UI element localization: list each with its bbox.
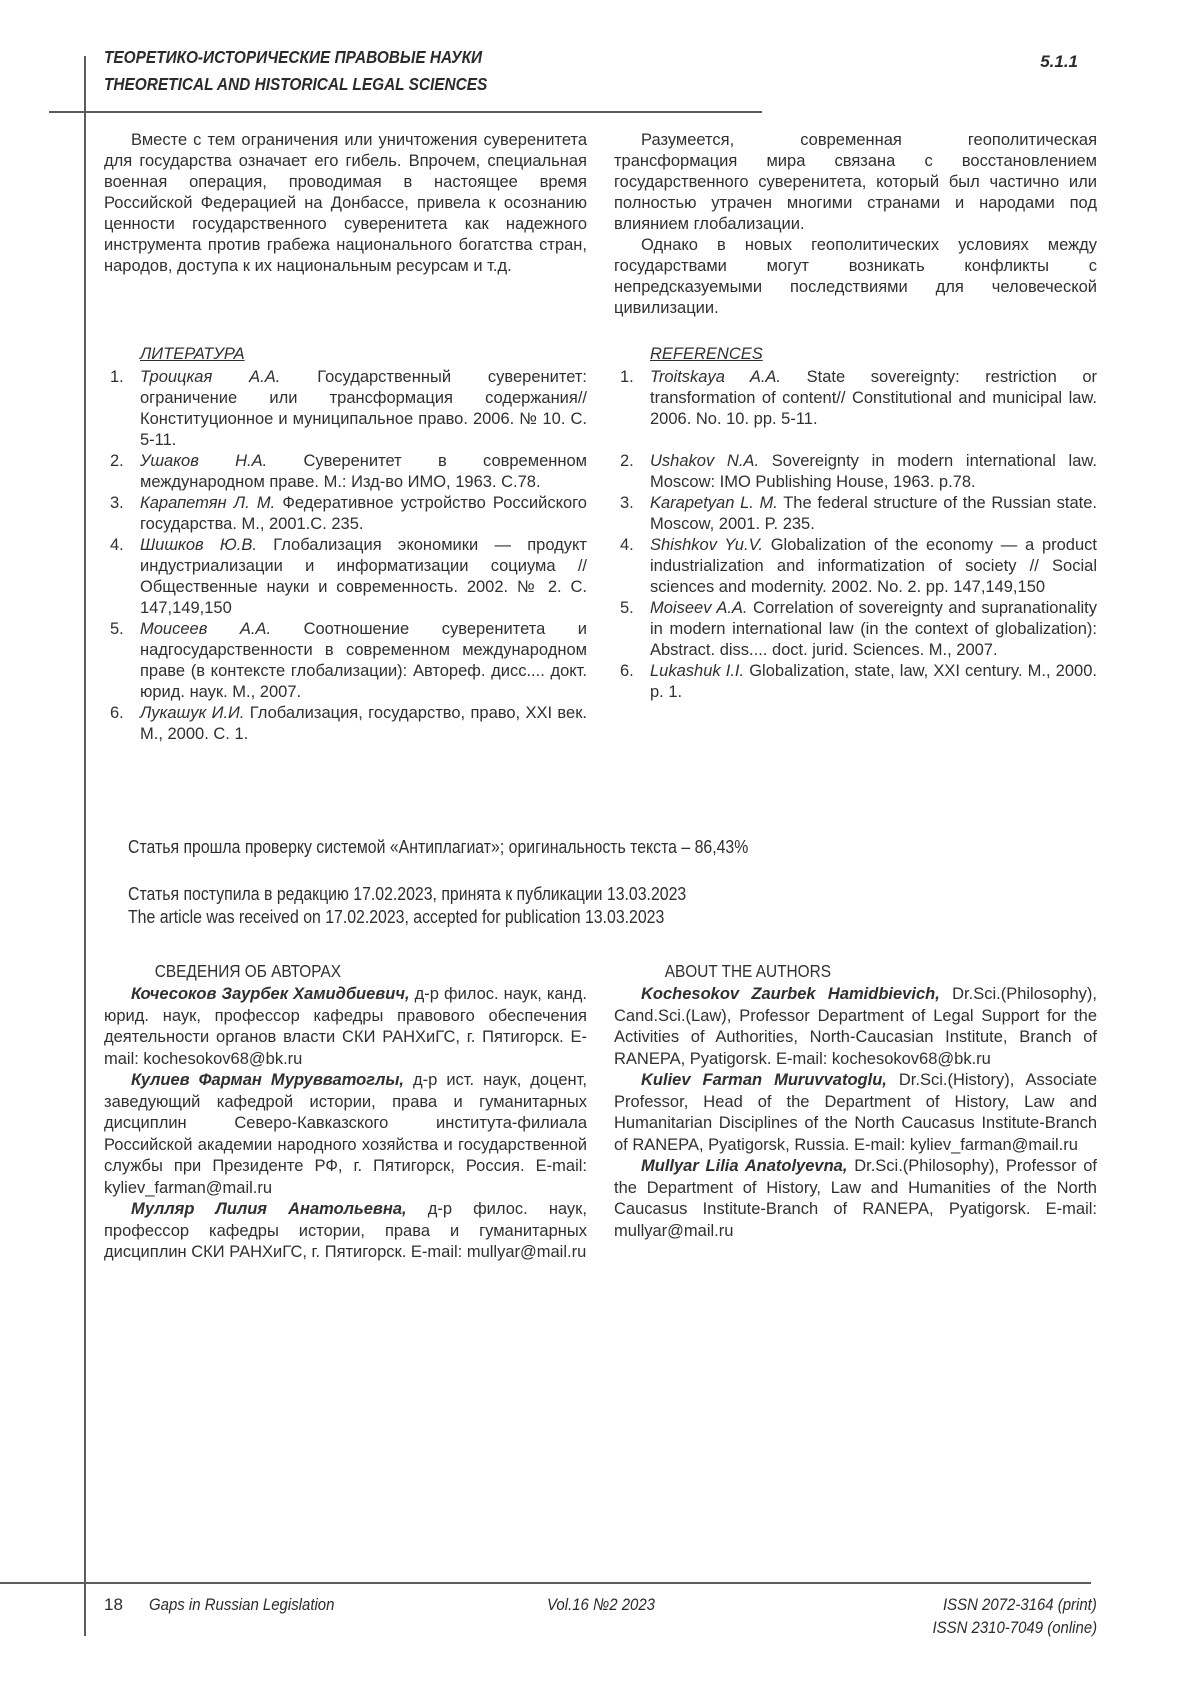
reference-item — [614, 598, 1097, 661]
author-info: Dr.Sci.(History), Associate Professor, Head of the Department of History, Law and Humanitarian Disciplines of the North Caucasus Institute-Branch of RANEPA, Pyatigorsk, Russia. E-mail: kyliev_farman@mail.ru — [614, 1071, 1097, 1154]
author-info: д-р филос. наук, канд. юрид. наук, профессор кафедры правового обеспечения деятельности органов власти СКИ РАНХиГС, г. Пятигорск. E-mail: kochesokov68@bk.ru — [104, 985, 587, 1068]
item-number: 6. — [620, 662, 634, 680]
author-name: Мулляр Лилия Анатольевна, — [131, 1200, 407, 1218]
item-text: Федеративное устройство Российского государства. М., 2001.С. 235. — [140, 494, 587, 533]
literature-item — [104, 703, 587, 745]
reference-item — [614, 367, 1097, 430]
footer-divider-rule — [0, 1582, 1091, 1584]
running-head-title-en: THEORETICAL AND HISTORICAL LEGAL SCIENCES — [104, 74, 488, 94]
article-body-columns — [104, 130, 1097, 775]
item-text: Globalization of the economy — a product industrialization and informatization of society // Social sciences and modernity. 2002. No. 2. pp. 147,149,150 — [650, 536, 1097, 596]
issn-online: ISSN 2310-7049 (online) — [932, 1618, 1097, 1637]
received-date-ru: Статья поступила в редакцию 17.02.2023, принята к публикации 13.03.2023 — [128, 884, 687, 904]
authors-heading-ru: СВЕДЕНИЯ ОБ АВТОРАХ — [154, 961, 342, 981]
reference-item — [614, 661, 1097, 703]
literature-heading: ЛИТЕРАТУРА — [140, 345, 245, 363]
body-paragraph: Разумеется, современная геополитическая трансформация мира связана с восстановлением государственного суверенитета, который был частично или полностью утрачен многими странами и народами под влиянием глобализации. — [614, 131, 1097, 233]
page-footer — [104, 1593, 1097, 1653]
literature-item — [104, 493, 587, 535]
running-head — [104, 44, 540, 98]
item-author: Karapetyan L. M. — [650, 494, 778, 512]
item-text: Соотношение суверенитета и надгосударственности в современном международном праве (в контексте глобализации): Автореф. дисс.... докт. юрид. наук. М., 2007. — [140, 620, 587, 701]
item-number: 2. — [110, 452, 124, 470]
references-section — [614, 343, 1097, 703]
references-list — [614, 367, 1097, 703]
item-text: The federal structure of the Russian state. Moscow, 2001. P. 235. — [650, 494, 1097, 533]
issn-block — [910, 1593, 1097, 1639]
item-number: 1. — [110, 368, 124, 386]
author-entry — [614, 1156, 1097, 1242]
item-text: Globalization, state, law, XXI century. M., 2000. p. 1. — [650, 662, 1097, 701]
reference-item — [614, 535, 1097, 598]
literature-section — [104, 343, 587, 745]
author-name: Кулиев Фарман Мурувватоглы, — [131, 1071, 405, 1089]
references-heading: REFERENCES — [650, 345, 763, 363]
literature-list — [104, 367, 587, 745]
body-paragraph: Однако в новых геополитических условиях между государствами могут возникать конфликты с непредсказуемыми последствиями для человеческой цивилизации. — [614, 236, 1097, 317]
reference-item — [614, 451, 1097, 493]
authors-column-en — [614, 960, 1097, 1264]
received-date-en: The article was received on 17.02.2023, accepted for publication 13.03.2023 — [128, 907, 665, 927]
item-number: 4. — [110, 536, 124, 554]
author-entry — [104, 984, 587, 1070]
author-entry — [614, 1070, 1097, 1156]
journal-title: Gaps in Russian Legislation — [148, 1595, 335, 1614]
item-author: Lukashuk I.I. — [650, 662, 745, 680]
authors-heading-en: ABOUT THE AUTHORS — [664, 961, 832, 981]
authors-column-ru — [104, 960, 587, 1264]
volume-issue: Vol.16 №2 2023 — [546, 1595, 655, 1614]
author-name: Mullyar Lilia Anatolyevna, — [641, 1157, 848, 1175]
reference-item — [614, 493, 1097, 535]
item-number: 4. — [620, 536, 634, 554]
item-author: Лукашук И.И. — [140, 704, 245, 722]
author-info: д-р ист. наук, доцент, заведующий кафедрой истории, права и гуманитарных дисциплин Северо-Кавказского института-филиала Российской академии народного хозяйства и государственной службы при Президенте РФ, г. Пятигорск, Россия. E-mail: kyliev_farman@mail.ru — [104, 1071, 587, 1197]
item-author: Ушаков Н.А. — [140, 452, 268, 470]
item-number: 5. — [110, 620, 124, 638]
item-text: Correlation of sovereignty and supranationality in modern international law (in the context of globalization): Abstract. diss.... doct. jurid. Sciences. M., 2007. — [650, 599, 1097, 659]
item-author: Shishkov Yu.V. — [650, 536, 763, 554]
left-vertical-rule — [84, 56, 86, 1636]
author-name: Кочесоков Заурбек Хамидбиевич, — [131, 985, 410, 1003]
antiplagiat-note: Статья прошла проверку системой «Антиплагиат»; оригинальность текста – 86,43% — [128, 837, 749, 857]
meta-spacer — [128, 859, 833, 883]
article-meta — [128, 836, 833, 929]
author-name: Kochesokov Zaurbek Hamidbievich, — [641, 985, 940, 1003]
author-entry — [104, 1070, 587, 1199]
right-column — [614, 130, 1097, 775]
item-text: Глобализация, государство, право, XXI век. М., 2000. С. 1. — [140, 704, 587, 743]
header-divider-rule — [49, 111, 762, 113]
item-number: 5. — [620, 599, 634, 617]
author-entry — [104, 1199, 587, 1264]
left-column — [104, 130, 587, 775]
item-author: Troitskaya A.A. — [650, 368, 782, 386]
literature-item — [104, 451, 587, 493]
literature-item — [104, 367, 587, 451]
author-info: Dr.Sci.(Philosophy), Cand.Sci.(Law), Professor Department of Legal Support for the Activities of Authorities, North-Caucasian Institute, Branch of RANEPA, Pyatigorsk. E-mail: kochesokov68@bk.ru — [614, 985, 1097, 1068]
body-paragraph: Вместе с тем ограничения или уничтожения суверенитета для государства означает его гибель. Впрочем, специальная военная операция, проводимая в настоящее время Российской Федерацией на Донбассе, привела к осознанию ценности государственного суверенитета как надежного инструмента против грабежа национального богатства стран, народов, доступа к их национальным ресурсам и т.д. — [104, 131, 587, 275]
author-info: Dr.Sci.(Philosophy), Professor of the Department of History, Law and Humanities of the North Caucasus Institute-Branch of RANEPA, Pyatigorsk. E-mail: mullyar@mail.ru — [614, 1157, 1098, 1240]
literature-item — [104, 619, 587, 703]
author-info: д-р филос. наук, профессор кафедры истории, права и гуманитарных дисциплин СКИ РАНХиГС, г. Пятигорск. E-mail: mullyar@mail.ru — [104, 1200, 587, 1261]
item-text: Государственный суверенитет: ограничение или трансформация содержания// Конституционное и муниципальное право. 2006. № 10. С. 5-11. — [140, 368, 587, 449]
author-name: Kuliev Farman Muruvvatoglu, — [641, 1071, 887, 1089]
literature-item — [104, 535, 587, 619]
item-text: State sovereignty: restriction or transformation of content// Constitutional and municipal law. 2006. No. 10. pp. 5-11. — [650, 368, 1098, 428]
issn-print: ISSN 2072-3164 (print) — [943, 1595, 1097, 1614]
item-author: Ushakov N.A. — [650, 452, 760, 470]
section-code: 5.1.1 — [1040, 52, 1078, 71]
page-number: 18 — [104, 1595, 123, 1614]
authors-section — [104, 960, 1097, 1264]
item-text: Суверенитет в современном международном праве. М.: Изд-во ИМО, 1963. С.78. — [140, 452, 587, 491]
item-number: 3. — [620, 494, 634, 512]
running-head-title-ru: ТЕОРЕТИКО-ИСТОРИЧЕСКИЕ ПРАВОВЫЕ НАУКИ — [104, 47, 483, 67]
item-author: Карапетян Л. М. — [140, 494, 276, 512]
item-author: Моисеев А.А. — [140, 620, 272, 638]
item-number: 1. — [620, 368, 634, 386]
item-text: Глобализация экономики — продукт индустриализации и информатизации социума // Общественные науки и современность. 2002. № 2. С. 147,149,150 — [140, 536, 587, 617]
item-number: 3. — [110, 494, 124, 512]
item-author: Троицкая А.А. — [140, 368, 281, 386]
author-entry — [614, 984, 1097, 1070]
item-author: Moiseev A.A. — [650, 599, 748, 617]
item-author: Шишков Ю.В. — [140, 536, 257, 554]
item-number: 6. — [110, 704, 124, 722]
item-number: 2. — [620, 452, 634, 470]
item-text: Sovereignty in modern international law. Moscow: IMO Publishing House, 1963. p.78. — [650, 452, 1097, 491]
